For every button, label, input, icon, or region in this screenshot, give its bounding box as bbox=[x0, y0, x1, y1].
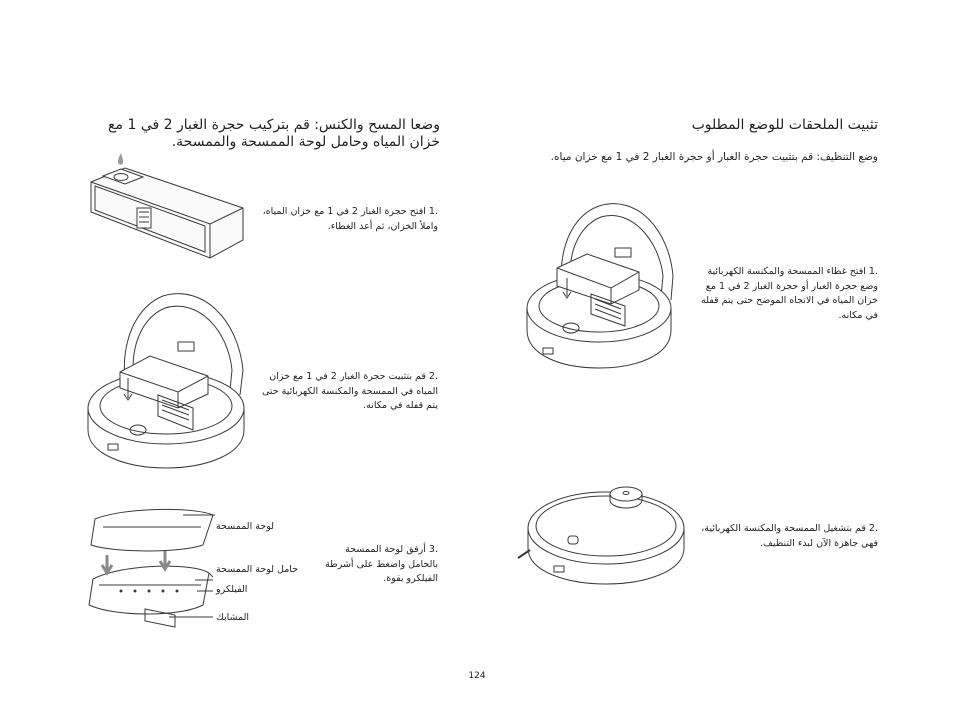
robot-open-lid-illustration bbox=[527, 200, 677, 370]
label-velcro: الفيلكرو bbox=[216, 584, 248, 595]
step-text: قم بتثبيت حجرة الغبار 2 في 1 مع خزان المياه في الممسحة والمكنسة الكهربائية حتى يتم قفله في مكانه. bbox=[261, 371, 438, 411]
step-number: .3 bbox=[428, 544, 438, 555]
step-number: .2 bbox=[868, 523, 878, 534]
left-step-2 bbox=[248, 370, 438, 414]
left-section-title: وضعا المسح والكنس: قم بتركيب حجرة الغبار 2 في 1 مع خزان المياه وحامل لوحة الممسحة والممسحة. bbox=[108, 117, 440, 150]
step-number: .1 bbox=[428, 206, 438, 217]
right-section-title: تثبيت الملحقات للوضع المطلوب bbox=[691, 117, 878, 133]
robot-closed-illustration bbox=[518, 478, 690, 588]
left-step-3 bbox=[325, 543, 438, 587]
page-number: 124 bbox=[468, 671, 486, 681]
label-mop-pad: لوحة الممسحة bbox=[216, 521, 275, 532]
step-number: .1 bbox=[868, 266, 878, 277]
step-text: أرفق لوحة الممسحة بالحامل واضغط على أشرطة الفيلكرو بقوة. bbox=[325, 544, 438, 584]
step-text: قم بتشغيل الممسحة والمكنسة الكهربائية، فهي جاهزة الآن لبدء التنظيف. bbox=[701, 523, 878, 549]
robot-install-bin-illustration bbox=[88, 290, 246, 470]
left-step-1 bbox=[245, 205, 438, 234]
label-mop-holder: حامل لوحة الممسحة bbox=[216, 564, 299, 575]
right-section-subtitle: وضع التنظيف: قم بتثبيت حجرة الغبار أو حجرة الغبار 2 في 1 مع خزان مياه. bbox=[550, 151, 878, 163]
label-clips: المشابك bbox=[216, 612, 250, 623]
step-text: افتح غطاء الممسحة والمكنسة الكهربائية وضع حجرة الغبار أو حجرة الغبار 2 في 1 مع خزان المياه في الاتجاه الموضح حتى يتم قفله في مكانه. bbox=[700, 266, 878, 321]
step-text: افتح حجرة الغبار 2 في 1 مع خزان المياه، واملأ الخزان، ثم أعد الغطاء. bbox=[262, 206, 438, 232]
right-step-2 bbox=[690, 522, 878, 551]
dustbin-tank-illustration bbox=[85, 150, 245, 265]
right-step-1 bbox=[700, 265, 878, 323]
step-number: .2 bbox=[428, 371, 438, 382]
